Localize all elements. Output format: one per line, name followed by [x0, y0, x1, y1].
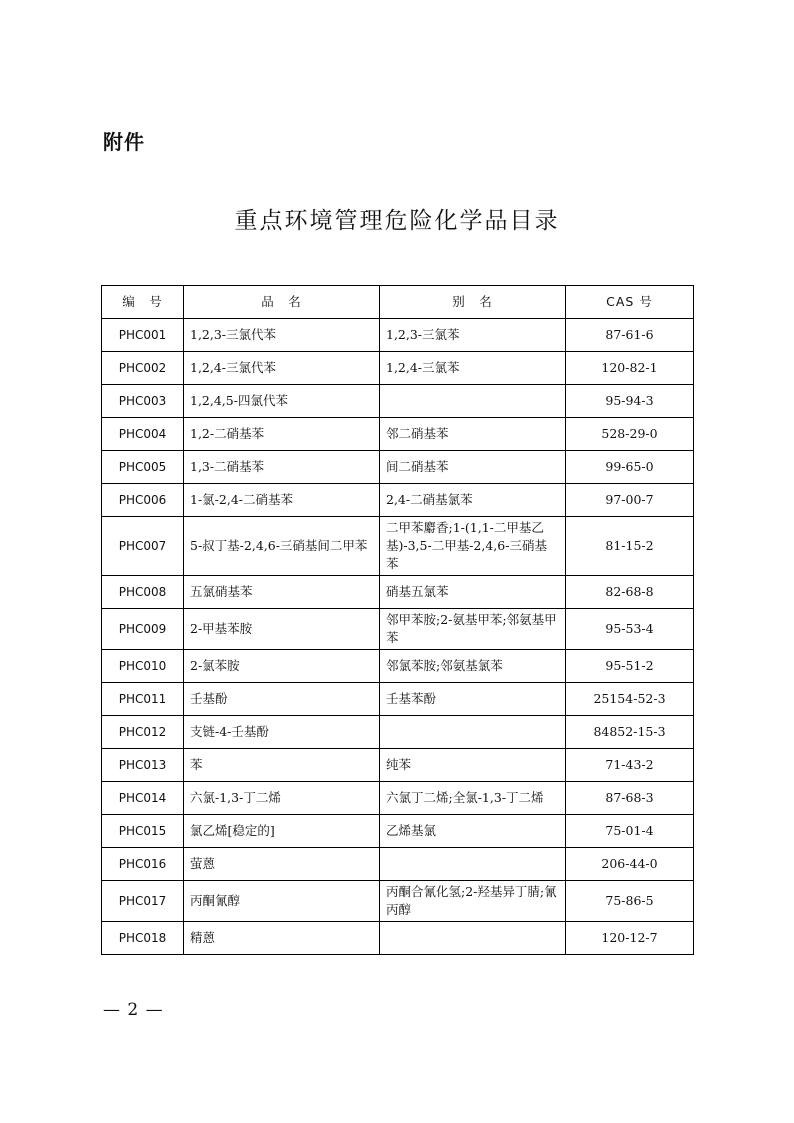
header-name: 品 名: [184, 286, 380, 319]
table-row: [102, 749, 694, 782]
cell-id: PHC013: [102, 749, 184, 782]
cell-id: PHC018: [102, 922, 184, 955]
table-row: [102, 815, 694, 848]
cell-cas: 84852-15-3: [566, 716, 694, 749]
cell-id: PHC011: [102, 683, 184, 716]
cell-name: 五氯硝基苯: [184, 576, 380, 609]
cell-alias: 邻氯苯胺;邻氨基氯苯: [380, 650, 566, 683]
cell-alias: 硝基五氯苯: [380, 576, 566, 609]
chemical-catalog-table: [101, 285, 694, 955]
attachment-label: 附件: [103, 130, 145, 154]
cell-alias: 1,2,3-三氯苯: [380, 319, 566, 352]
cell-alias: 1,2,4-三氯苯: [380, 352, 566, 385]
cell-id: PHC015: [102, 815, 184, 848]
table-row: [102, 922, 694, 955]
cell-id: PHC006: [102, 484, 184, 517]
cell-cas: 528-29-0: [566, 418, 694, 451]
table-row: [102, 319, 694, 352]
cell-alias: [380, 716, 566, 749]
header-cas: CAS 号: [566, 286, 694, 319]
cell-name: 1,2,4-三氯代苯: [184, 352, 380, 385]
cell-name: 1,2-二硝基苯: [184, 418, 380, 451]
cell-name: 萤蒽: [184, 848, 380, 881]
cell-name: 六氯-1,3-丁二烯: [184, 782, 380, 815]
cell-alias: 壬基苯酚: [380, 683, 566, 716]
cell-name: 1-氯-2,4-二硝基苯: [184, 484, 380, 517]
table-row: [102, 484, 694, 517]
cell-id: PHC007: [102, 517, 184, 576]
cell-alias: 乙烯基氯: [380, 815, 566, 848]
cell-name: 1,2,4,5-四氯代苯: [184, 385, 380, 418]
cell-name: 丙酮氰醇: [184, 881, 380, 922]
cell-name: 5-叔丁基-2,4,6-三硝基间二甲苯: [184, 517, 380, 576]
cell-name: 氯乙烯[稳定的]: [184, 815, 380, 848]
cell-alias: 邻二硝基苯: [380, 418, 566, 451]
cell-id: PHC008: [102, 576, 184, 609]
cell-alias: 丙酮合氰化氢;2-羟基异丁腈;氰丙醇: [380, 881, 566, 922]
cell-name: 1,3-二硝基苯: [184, 451, 380, 484]
cell-id: PHC003: [102, 385, 184, 418]
cell-cas: 87-61-6: [566, 319, 694, 352]
cell-id: PHC002: [102, 352, 184, 385]
cell-cas: 75-86-5: [566, 881, 694, 922]
table-body: [102, 319, 694, 955]
cell-cas: 99-65-0: [566, 451, 694, 484]
cell-alias: 间二硝基苯: [380, 451, 566, 484]
cell-alias: [380, 848, 566, 881]
cell-id: PHC012: [102, 716, 184, 749]
cell-name: 壬基酚: [184, 683, 380, 716]
page-number: — 2 —: [103, 1000, 164, 1020]
cell-name: 2-氯苯胺: [184, 650, 380, 683]
cell-id: PHC016: [102, 848, 184, 881]
table-row: [102, 716, 694, 749]
table-row: [102, 418, 694, 451]
cell-alias: [380, 922, 566, 955]
header-id: 编 号: [102, 286, 184, 319]
document-title: 重点环境管理危险化学品目录: [234, 208, 560, 234]
cell-id: PHC004: [102, 418, 184, 451]
cell-id: PHC010: [102, 650, 184, 683]
table-header-row: [102, 286, 694, 319]
cell-cas: 95-53-4: [566, 609, 694, 650]
cell-alias: 邻甲苯胺;2-氨基甲苯;邻氨基甲苯: [380, 609, 566, 650]
cell-name: 精蒽: [184, 922, 380, 955]
cell-cas: 71-43-2: [566, 749, 694, 782]
cell-cas: 87-68-3: [566, 782, 694, 815]
cell-id: PHC017: [102, 881, 184, 922]
cell-alias: 2,4-二硝基氯苯: [380, 484, 566, 517]
cell-cas: 75-01-4: [566, 815, 694, 848]
cell-name: 2-甲基苯胺: [184, 609, 380, 650]
cell-name: 苯: [184, 749, 380, 782]
cell-id: PHC009: [102, 609, 184, 650]
cell-cas: 82-68-8: [566, 576, 694, 609]
table-row: [102, 576, 694, 609]
cell-cas: 97-00-7: [566, 484, 694, 517]
table-row: [102, 650, 694, 683]
cell-name: 支链-4-壬基酚: [184, 716, 380, 749]
table-row: [102, 609, 694, 650]
cell-alias: 二甲苯麝香;1-(1,1-二甲基乙基)-3,5-二甲基-2,4,6-三硝基苯: [380, 517, 566, 576]
table-row: [102, 683, 694, 716]
cell-name: 1,2,3-三氯代苯: [184, 319, 380, 352]
cell-id: PHC014: [102, 782, 184, 815]
cell-id: PHC005: [102, 451, 184, 484]
cell-alias: [380, 385, 566, 418]
table-row: [102, 782, 694, 815]
cell-cas: 206-44-0: [566, 848, 694, 881]
cell-cas: 95-94-3: [566, 385, 694, 418]
table-row: [102, 352, 694, 385]
table-row: [102, 517, 694, 576]
table-row: [102, 881, 694, 922]
table-row: [102, 451, 694, 484]
cell-cas: 81-15-2: [566, 517, 694, 576]
cell-cas: 95-51-2: [566, 650, 694, 683]
table-row: [102, 848, 694, 881]
header-alias: 别 名: [380, 286, 566, 319]
cell-id: PHC001: [102, 319, 184, 352]
cell-cas: 25154-52-3: [566, 683, 694, 716]
cell-cas: 120-12-7: [566, 922, 694, 955]
cell-alias: 六氯丁二烯;全氯-1,3-丁二烯: [380, 782, 566, 815]
cell-alias: 纯苯: [380, 749, 566, 782]
cell-cas: 120-82-1: [566, 352, 694, 385]
table-row: [102, 385, 694, 418]
